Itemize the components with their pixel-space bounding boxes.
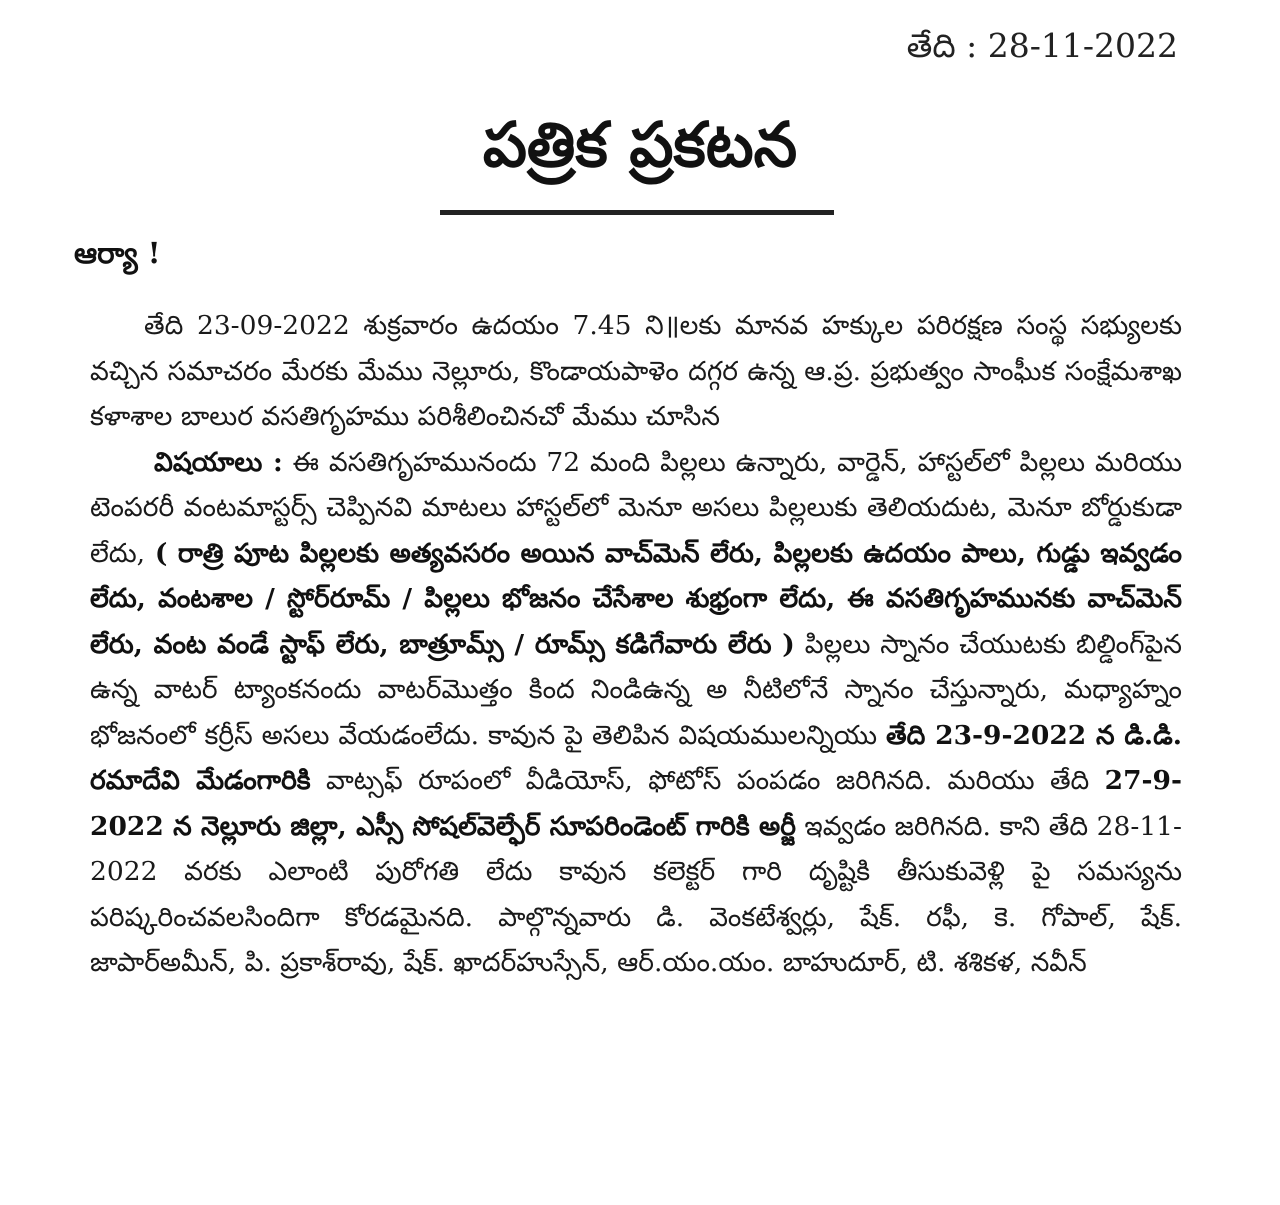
details-text-3: వాట్సఫ్ రూపంలో వీడియోస్, ఫోటోస్ పంపడం జరిగినది. మరియు తేది	[310, 765, 1105, 796]
press-release-date: తేది : 28-11-2022	[906, 26, 1178, 65]
paragraph-intro: తేది 23-09-2022 శుక్రవారం ఉదయం 7.45 ని॥లకు మానవ హక్కుల పరిరక్షణ సంస్థ సభ్యులకు వచ్చిన సమాచరం మేరకు మేము నెల్లూరు, కొండాయపాళెం దగ్గర ఉన్న ఆ.ప్ర. ప్రభుత్వం సాంఘీక సంక్షేమశాఖ కళాశాల బాలుర వసతిగృహము పరిశీలించినచో మేము చూసిన	[90, 310, 1182, 432]
details-heading: విషయాలు :	[154, 446, 283, 478]
details-text-1: ఈ వసతిగృహమునందు 72 మంది పిల్లలు ఉన్నారు, వార్డెన్, హాస్టల్‌లో పిల్లలు మరియు టెంపరరీ వంటమాస్టర్స్ చెప్పినవి మాటలు హాస్టల్‌లో మెనూ అసలు పిల్లలుకు తెలియదుట, మెనూ బోర్డుకుడా లేదు,	[90, 446, 1182, 569]
details-text-2: పిల్లలు స్నానం చేయుటకు బిల్డింగ్‌పైన ఉన్న వాటర్ ట్యాంకనందు వాటర్‌మొత్తం కింద నిండిఉన్న అ నీటిలోనే స్నానం చేస్తున్నారు, మధ్యాహ్నం భోజనంలో కర్రీస్ అసలు వేయడంలేదు. కావున పై తెలిపిన విషయములన్నియు	[90, 628, 1182, 751]
details-bold-issues: ( రాత్రి పూట పిల్లలకు అత్యవసరం అయిన వాచ్‌మెన్ లేరు, పిల్లలకు ఉదయం పాలు, గుడ్డు ఇవ్వడం లేదు, వంటశాల / స్టోర్‌రూమ్ / పిల్లలు భోజనం చేసేశాల శుభ్రంగా లేదు, ఈ వసతిగృహమునకు వాచ్‌మెన్ లేరు, వంట వండే స్టాఫ్ లేరు, బాత్రూమ్స్ / రూమ్స్ కడిగేవారు లేరు )	[90, 537, 1182, 660]
details-text-4: ఇవ్వడం జరిగినది. కాని తేది 28-11-2022 వరకు ఎలాంటి పురోగతి లేదు కావున కలెక్టర్ గారి దృష్టికి తీసుకువెళ్లి పై సమస్యను పరిష్కరించవలసిందిగా కోరడమైనది. పాల్గొన్నవారు డి. వెంకటేశ్వర్లు, షేక్. రఫీ, కె. గోపాల్, షేక్. జాపార్‌అమీన్, పి. ప్రకాశ్‌రావు, షేక్. ఖాదర్‌హుస్సేన్, ఆర్.యం.యం. బాహుదూర్, టి. శశికళ, నవీన్	[90, 810, 1182, 978]
paragraph-details	[90, 440, 1182, 986]
page-title: పత్రిక ప్రకటన	[482, 108, 798, 181]
salutation: ఆర్యా !	[74, 236, 161, 270]
details-bold-second-notice: 27-9-2022 న నెల్లూరు జిల్లా, ఎస్సీ సోషల్‌వెల్ఫేర్ సూపరిండెంట్ గారికి అర్జీ	[90, 765, 1182, 842]
details-bold-first-notice: తేది 23-9-2022 న డి.డి. రమాదేవి మేడంగారికి	[90, 719, 1182, 796]
title-underline	[440, 210, 834, 215]
press-release-body	[90, 303, 1182, 986]
